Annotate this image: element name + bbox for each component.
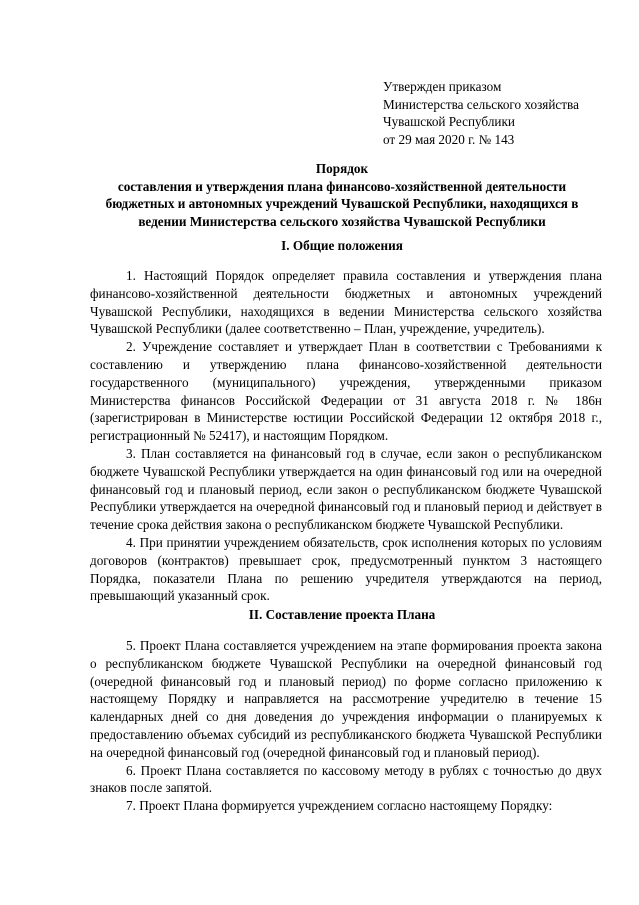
approval-stamp: [383, 78, 579, 148]
title-line-3: ведении Министерства сельского хозяйства Чувашской Республики: [138, 214, 546, 230]
approval-line-4: от 29 мая 2020 г. № 143: [383, 131, 515, 147]
paragraph-5: 5. Проект Плана составляется учреждением на этапе формирования проекта закона о республиканском бюджете Чувашской Республики на очередной финансовый год (очередной финансовый год и плановый период) по форме согласно приложению к настоящему Порядку и направляется на рассмотрение учредителю в течение 15 календарных дней со дня доведения до учреждения информации о планируемых к предоставлению объемах субсидий из республиканского бюджета Чувашской Республики на очередной финансовый год (очередной финансовый год и плановый период).: [90, 638, 602, 760]
section-1-heading: I. Общие положения: [281, 238, 403, 253]
section-2-body: [90, 637, 602, 815]
title-heading: Порядок: [315, 161, 369, 176]
paragraph-1: 1. Настоящий Порядок определяет правила составления и утверждения плана финансово-хозяйственной деятельности бюджетных и автономных учреждений Чувашской Республики, находящихся в ведении Министерства сельского хозяйства Чувашской Республики (далее соответственно – План, учреждение, учредитель).: [90, 268, 602, 337]
title-line-2: бюджетных и автономных учреждений Чувашской Республики, находящихся в: [105, 196, 579, 212]
paragraph-6: 6. Проект Плана составляется по кассовому методу в рублях с точностью до двух знаков после запятой.: [90, 762, 602, 796]
section-2-heading: II. Составление проекта Плана: [248, 607, 436, 622]
approval-line-3: Чувашской Республики: [383, 114, 515, 129]
paragraph-3: 3. План составляется на финансовый год в случае, если закон о республиканском бюджете Чувашской Республики утверждается на один финансовый год или на очередной финансовый год и плановый период, если закон о республиканском бюджете Чувашской Республики утверждается на очередной финансовый год и плановый период и действует в течение срока действия закона о республиканском бюджете Чувашской Республики.: [90, 445, 602, 533]
approval-line-1: Утвержден приказом: [383, 79, 502, 94]
paragraph-2: 2. Учреждение составляет и утверждает План в соответствии с Требованиями к составлению и утверждению плана финансово-хозяйственной деятельности государственного (муниципального) учреждения, утвержденными приказом Министерства финансов Российской Федерации от 31 августа 2018 г. № 186н (зарегистрирован в Министерстве юстиции Российской Федерации 12 октября 2018 г., регистрационный № 52417), и настоящим Порядком.: [90, 339, 602, 444]
paragraph-7: 7. Проект Плана формируется учреждением согласно настоящему Порядку:: [126, 798, 553, 814]
document-title: [82, 160, 602, 231]
section-1-body: [90, 267, 602, 605]
paragraph-4: 4. При принятии учреждением обязательств, срок исполнения которых по условиям договоров (контрактов) превышает срок, предусмотренный пунктом 3 настоящего Порядка, показатели Плана по решению учредителя утверждаются на период, превышающий указанный срок.: [90, 534, 602, 604]
approval-line-2: Министерства сельского хозяйства: [383, 96, 579, 112]
title-line-1: составления и утверждения плана финансово-хозяйственной деятельности: [117, 178, 567, 194]
